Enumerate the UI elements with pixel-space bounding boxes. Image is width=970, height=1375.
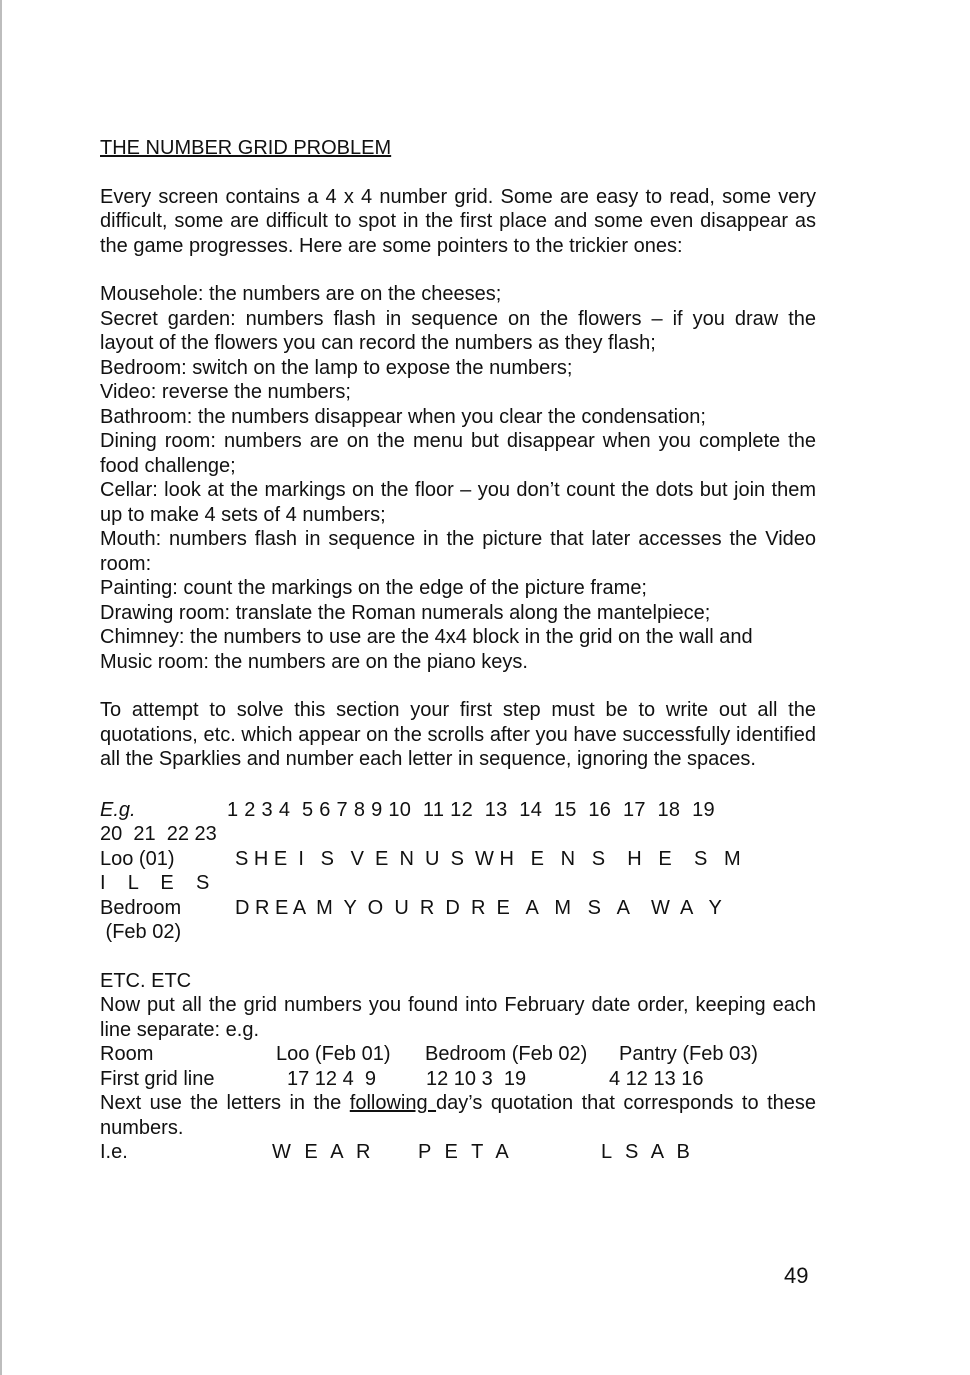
loo-label: Loo (01) xyxy=(100,847,175,870)
bedroom-date: (Feb 02) xyxy=(100,921,182,943)
next-step-paragraph xyxy=(100,1091,816,1140)
grid-values-loo: 17 12 4 9 xyxy=(287,1067,376,1090)
letter-numbers: 1 2 3 4 5 6 7 8 9 10 11 12 13 14 15 16 17 18 19 xyxy=(227,798,715,821)
section-title: THE NUMBER GRID PROBLEM xyxy=(100,137,392,159)
loo-letters-continued: I L E S xyxy=(100,872,210,894)
solve-paragraph: To attempt to solve this section your first step must be to write out all the quotations, etc. which appear on the scrolls after you have successfully identified all the Sparklies and number each letter in sequence, ignoring the spaces. xyxy=(100,699,816,770)
grid-values-pantry: 4 12 13 16 xyxy=(609,1067,704,1090)
loo-letters: S H E I S V E N U S W H E N S H E S M xyxy=(235,847,741,870)
room-label: Room xyxy=(100,1043,154,1065)
pointer-bedroom: Bedroom: switch on the lamp to expose the numbers; xyxy=(100,356,573,379)
room-pantry: Pantry (Feb 03) xyxy=(619,1043,758,1065)
pointer-list xyxy=(100,282,816,674)
pointer-bathroom: Bathroom: the numbers disappear when you clear the condensation; xyxy=(100,405,706,428)
pointer-music-room: Music room: the numbers are on the piano keys. xyxy=(100,650,528,673)
next-step-text-start: Next use the letters in the xyxy=(100,1092,350,1114)
page-edge-line xyxy=(0,0,2,1375)
pointer-chimney: Chimney: the numbers to use are the 4x4 block in the grid on the wall and xyxy=(100,626,753,648)
pointer-mouth: Mouth: numbers flash in sequence in the picture that later accesses the Video room: xyxy=(100,528,816,575)
date-order-paragraph: Now put all the grid numbers you found into February date order, keeping each line separate: e.g. xyxy=(100,994,816,1041)
letter-numbers-continued: 20 21 22 23 xyxy=(100,823,217,845)
etc-line: ETC. ETC xyxy=(100,969,192,992)
pointer-secret-garden: Secret garden: numbers flash in sequence on the flowers – if you draw the layout of the flowers you can record the numbers as they flash; xyxy=(100,307,816,354)
pointer-video: Video: reverse the numbers; xyxy=(100,381,351,403)
eg-label: E.g. xyxy=(100,798,136,821)
example-block xyxy=(100,796,816,945)
grid-values-bedroom: 12 10 3 19 xyxy=(426,1067,527,1090)
pointer-drawing-room: Drawing room: translate the Roman numerals along the mantelpiece; xyxy=(100,601,711,624)
next-step-text-end: day’s quotation that corresponds to these numbers. xyxy=(100,1092,816,1139)
intro-paragraph: Every screen contains a 4 x 4 number grid. Some are easy to read, some very difficult, some are difficult to spot in the first place and some even disappear as the game progresses. Here are some pointers to the trickier ones: xyxy=(100,185,816,257)
page-number: 49 xyxy=(784,1263,809,1288)
grid-line-label: First grid line xyxy=(100,1067,215,1090)
next-step-underlined: following xyxy=(349,1092,437,1114)
bedroom-letters: D R E A M Y O U R D R E A M S A W A Y xyxy=(235,896,722,919)
document-page xyxy=(100,136,816,1165)
room-bedroom: Bedroom (Feb 02) xyxy=(425,1043,588,1065)
pointer-cellar: Cellar: look at the markings on the floor – you don’t count the dots but join them up to make 4 sets of 4 numbers; xyxy=(100,479,816,526)
room-loo: Loo (Feb 01) xyxy=(276,1043,391,1065)
pointer-mousehole: Mousehole: the numbers are on the cheeses; xyxy=(100,283,502,305)
ie-word-peta: P E T A xyxy=(418,1141,513,1163)
bedroom-label: Bedroom xyxy=(100,896,182,919)
pointer-painting: Painting: count the markings on the edge of the picture frame; xyxy=(100,577,647,599)
ie-row xyxy=(100,1140,816,1165)
ie-word-wear: W E A R xyxy=(272,1141,375,1163)
ie-word-lsab: L S A B xyxy=(601,1141,694,1163)
pointer-dining-room: Dining room: numbers are on the menu but disappear when you complete the food challenge; xyxy=(100,430,816,477)
grid-table xyxy=(100,1042,816,1091)
ie-label: I.e. xyxy=(100,1141,128,1163)
